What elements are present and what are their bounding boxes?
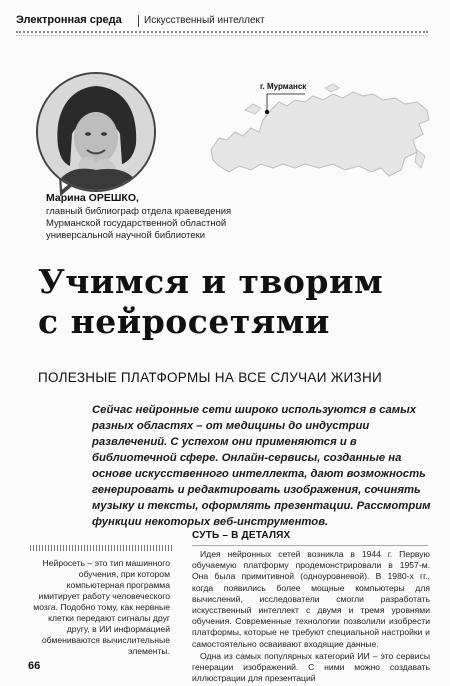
body-paragraph: Идея нейронных сетей возникла в 1944 г. Первую обучаемую платформу продемонстрировали в 1957-м. Она была примитивной (одноуровневой). В 1980-х гг., когда появились более мощные компьютеры для вычислений, исследователи смогли разработать искусственный интеллект с двумя и тремя уровнями обучения. Современные технологии позволили изобрести платформы, которые не требуют специальной настройки и самостоятельно осваивают входящие данные.: [192, 549, 430, 649]
article-body: [192, 549, 430, 685]
article-subtitle: ПОЛЕЗНЫЕ ПЛАТФОРМЫ НА ВСЕ СЛУЧАИ ЖИЗНИ: [38, 370, 383, 385]
article-title: [38, 262, 438, 342]
russia-map: [205, 80, 435, 190]
map-city-label: г. Мурманск: [260, 82, 307, 91]
section-divider: [192, 545, 428, 546]
sidebar-decoration: [30, 545, 172, 551]
section-label: Электронная среда: [16, 14, 122, 26]
sidebar-definition: Нейросеть – это тип машинного обучения, при котором компьютерная программа имитирует работу человеческого мозга. Подобно тому, как нервные клетки передают сигналы друг другу, в ИИ информацией обмениваются вычислительные элементы.: [33, 558, 170, 656]
header-separator: [138, 15, 139, 27]
author-portrait: [36, 72, 154, 190]
subsection-label: Искусственный интеллект: [144, 15, 265, 26]
section-heading: СУТЬ – В ДЕТАЛЯХ: [192, 530, 291, 541]
body-paragraph: Одна из самых популярных категорий ИИ – это сервисы генерации изображений. С ними можно создавать иллюстрации для презентаций: [192, 650, 430, 684]
title-line-1: Учимся и творим: [38, 262, 384, 301]
portrait-illustration: [38, 74, 154, 190]
author-name: Марина ОРЕШКО,: [46, 192, 139, 204]
article-lead: Сейчас нейронные сети широко используются в самых разных областях – от медицины до индустрии развлечений. С успехом они применяются и в библиотечной сфере. Онлайн-сервисы, созданные на основе искусственного интеллекта, дают возможность генерировать и редактировать изображения, сочинять музыку и тексты, оформлять презентации. Рассмотрим функции некоторых веб-инструментов.: [92, 404, 431, 528]
header-divider-secondary: [16, 35, 428, 36]
header-divider: [16, 31, 428, 33]
author-photo: [36, 72, 156, 192]
author-role: главный библиограф отдела краеведения Мурманской государственной областной универсальной научной библиотеки: [46, 206, 232, 241]
title-line-2: с нейросетями: [38, 302, 330, 341]
page-number: 66: [28, 660, 41, 672]
